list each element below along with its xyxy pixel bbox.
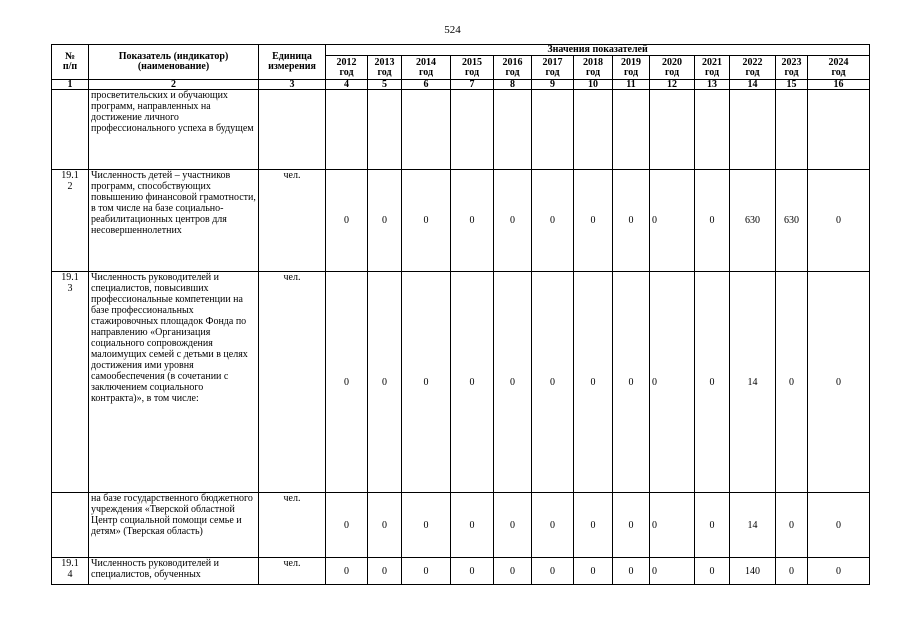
header-year-value: 2021 — [702, 56, 722, 68]
indicators-table — [51, 44, 870, 585]
indicator-value: 0 — [402, 558, 451, 585]
indicator-value — [808, 90, 870, 170]
header-values-title: Значения показателей — [326, 45, 870, 56]
header-column-number: 10 — [574, 80, 613, 90]
header-year-unit: год — [377, 66, 392, 78]
indicator-unit — [259, 90, 326, 170]
indicator-value: 0 — [808, 493, 870, 558]
indicator-value: 0 — [808, 558, 870, 585]
header-year-unit: год — [623, 66, 639, 78]
indicator-name: Численность руководителей и специалистов, повысивших профессиональные компетенции на базе профессиональных стажировочных площадок Фонда по направлению «Организация социального сопровождения малоимущих семей с детьми в целях достижения ими уровня самообеспечения (в сочетании с заключением социального контракта)», в том числе: — [89, 272, 259, 493]
header-year-unit: год — [505, 66, 520, 78]
header-year-2021 — [695, 56, 730, 80]
indicator-value: 0 — [402, 170, 451, 272]
header-column-number: 8 — [494, 80, 532, 90]
header-year-value: 2017 — [542, 56, 563, 68]
indicator-name: Численность руководителей и специалистов, обученных — [89, 558, 259, 585]
indicator-value: 0 — [695, 272, 730, 493]
indicator-value: 0 — [402, 272, 451, 493]
header-year-2018 — [574, 56, 613, 80]
header-unit: Единица измерения — [259, 45, 326, 80]
header-column-number: 12 — [650, 80, 695, 90]
indicator-value: 630 — [776, 170, 808, 272]
header-year-value: 2024 — [828, 56, 849, 68]
header-column-number: 14 — [730, 80, 776, 90]
indicator-value: 0 — [776, 493, 808, 558]
indicator-value: 0 — [650, 272, 695, 493]
table-body — [52, 90, 870, 585]
header-column-number: 7 — [451, 80, 494, 90]
indicator-value: 0 — [326, 493, 368, 558]
header-year-unit: год — [545, 66, 560, 78]
table-row — [52, 493, 870, 558]
header-column-number: 16 — [808, 80, 870, 90]
indicator-value — [730, 90, 776, 170]
indicator-value: 0 — [368, 558, 402, 585]
indicator-value: 140 — [730, 558, 776, 585]
header-year-value: 2019 — [621, 56, 641, 68]
indicator-value: 0 — [451, 272, 494, 493]
header-year-unit: год — [464, 66, 480, 78]
indicator-value: 0 — [494, 170, 532, 272]
row-number — [52, 493, 89, 558]
header-column-number: 13 — [695, 80, 730, 90]
header-column-number: 1 — [52, 80, 89, 90]
indicator-value: 0 — [451, 493, 494, 558]
header-column-number: 4 — [326, 80, 368, 90]
row-number: 19.1 3 — [52, 272, 89, 493]
header-column-number: 15 — [776, 80, 808, 90]
indicator-value: 0 — [368, 170, 402, 272]
indicator-unit: чел. — [259, 493, 326, 558]
header-year-unit: год — [339, 66, 354, 78]
row-number — [52, 90, 89, 170]
indicator-value: 0 — [532, 170, 574, 272]
table-row — [52, 90, 870, 170]
table-row — [52, 558, 870, 585]
indicator-unit: чел. — [259, 272, 326, 493]
indicator-value — [402, 90, 451, 170]
header-year-unit: год — [664, 66, 680, 78]
indicator-value: 0 — [326, 170, 368, 272]
indicator-value: 0 — [650, 170, 695, 272]
header-year-unit: год — [831, 66, 846, 78]
header-year-2020 — [650, 56, 695, 80]
header-column-numbers — [52, 80, 870, 90]
indicator-value: 0 — [808, 272, 870, 493]
indicator-value: 0 — [613, 493, 650, 558]
indicator-value: 0 — [695, 170, 730, 272]
indicator-value: 0 — [776, 272, 808, 493]
header-year-value: 2015 — [462, 56, 482, 68]
header-year-value: 2014 — [416, 56, 436, 68]
header-year-value: 2020 — [662, 56, 682, 68]
header-column-number: 2 — [89, 80, 259, 90]
indicator-value — [532, 90, 574, 170]
header-year-value: 2016 — [502, 56, 523, 68]
indicator-value: 0 — [368, 493, 402, 558]
header-year-unit: год — [585, 66, 601, 78]
indicator-value: 0 — [532, 272, 574, 493]
indicator-value: 0 — [326, 272, 368, 493]
indicator-name: просветительских и обучающих программ, направленных на достижение личного профессионального успеха в будущем — [89, 90, 259, 170]
indicator-value: 14 — [730, 272, 776, 493]
indicator-value: 0 — [695, 558, 730, 585]
indicator-value — [494, 90, 532, 170]
indicator-value: 0 — [451, 558, 494, 585]
indicator-value: 0 — [613, 558, 650, 585]
header-name: Показатель (индикатор) (наименование) — [89, 45, 259, 80]
indicator-value: 630 — [730, 170, 776, 272]
header-year-value: 2023 — [781, 56, 802, 68]
row-number: 19.1 2 — [52, 170, 89, 272]
header-column-number: 3 — [259, 80, 326, 90]
indicator-value: 0 — [494, 558, 532, 585]
header-year-2017 — [532, 56, 574, 80]
indicator-value: 0 — [574, 170, 613, 272]
indicator-value: 0 — [574, 272, 613, 493]
indicator-value: 0 — [326, 558, 368, 585]
header-year-2013 — [368, 56, 402, 80]
header-year-2012 — [326, 56, 368, 80]
header-year-2023 — [776, 56, 808, 80]
indicator-value — [613, 90, 650, 170]
header-year-unit: год — [745, 66, 760, 78]
indicator-value: 0 — [574, 493, 613, 558]
header-column-number: 9 — [532, 80, 574, 90]
header-column-number: 5 — [368, 80, 402, 90]
indicator-value — [451, 90, 494, 170]
indicator-value: 0 — [494, 272, 532, 493]
indicator-value: 0 — [494, 493, 532, 558]
header-year-2024 — [808, 56, 870, 80]
header-year-2019 — [613, 56, 650, 80]
row-number: 19.1 4 — [52, 558, 89, 585]
header-year-2022 — [730, 56, 776, 80]
header-year-unit: год — [784, 66, 799, 78]
header-year-value: 2018 — [583, 56, 603, 68]
indicator-value: 14 — [730, 493, 776, 558]
header-year-2014 — [402, 56, 451, 80]
header-year-value: 2022 — [742, 56, 763, 68]
indicator-value: 0 — [451, 170, 494, 272]
header-num: № п/п — [52, 45, 89, 80]
header-column-number: 11 — [613, 80, 650, 90]
header-year-unit: год — [418, 66, 434, 78]
indicator-value: 0 — [695, 493, 730, 558]
indicator-unit: чел. — [259, 558, 326, 585]
indicator-value: 0 — [650, 558, 695, 585]
indicator-value — [574, 90, 613, 170]
header-year-value: 2013 — [374, 56, 395, 68]
indicator-value: 0 — [776, 558, 808, 585]
table-row — [52, 170, 870, 272]
indicator-value: 0 — [368, 272, 402, 493]
header-year-2016 — [494, 56, 532, 80]
indicator-value — [695, 90, 730, 170]
header-year-value: 2012 — [336, 56, 357, 68]
indicator-value — [368, 90, 402, 170]
table-row — [52, 272, 870, 493]
indicator-value: 0 — [532, 558, 574, 585]
indicator-value: 0 — [532, 493, 574, 558]
header-year-unit: год — [704, 66, 720, 78]
header-column-number: 6 — [402, 80, 451, 90]
page-number: 524 — [444, 24, 461, 36]
indicator-unit: чел. — [259, 170, 326, 272]
indicator-name: Численность детей – участников программ, способствующих повышению финансовой грамотности, в том числе на базе социально-реабилитационных центров для несовершеннолетних — [89, 170, 259, 272]
indicator-name: на базе государственного бюджетного учреждения «Тверской областной Центр социальной помощи семье и детям» (Тверская область) — [89, 493, 259, 558]
indicator-value: 0 — [650, 493, 695, 558]
indicator-value — [326, 90, 368, 170]
indicator-value: 0 — [613, 170, 650, 272]
indicator-value: 0 — [808, 170, 870, 272]
indicator-value — [776, 90, 808, 170]
indicator-value: 0 — [402, 493, 451, 558]
indicator-value: 0 — [613, 272, 650, 493]
indicator-value: 0 — [574, 558, 613, 585]
indicator-value — [650, 90, 695, 170]
header-year-2015 — [451, 56, 494, 80]
